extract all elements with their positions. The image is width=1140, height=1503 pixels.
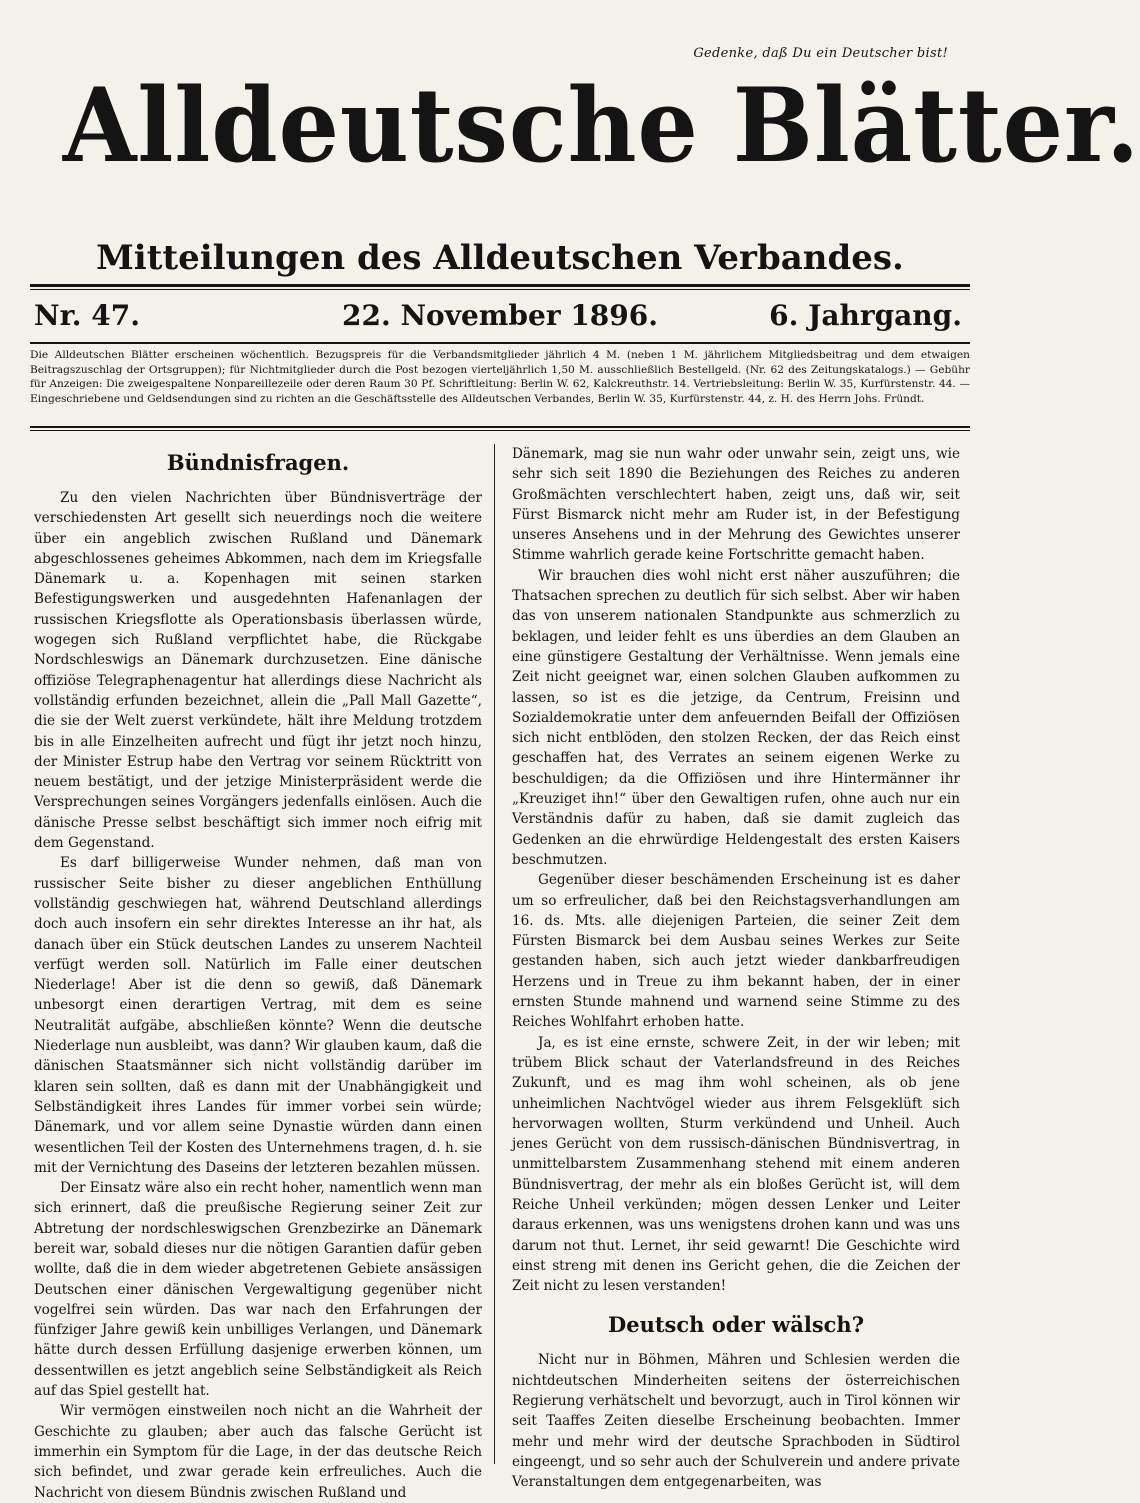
divider bbox=[30, 289, 970, 290]
divider bbox=[30, 430, 970, 431]
article-paragraph: Gegenüber dieser beschämenden Erscheinung ist es daher um so erfreulicher, daß bei den Reichstagsverhandlungen am 16. ds. Mts. alle diejenigen Parteien, die seiner Zeit dem Fürsten Bismarck bei dem Ausbau seines Werkes zur Seite gestanden haben, sich auch jetzt wieder dankbarfreudigen Herzens und in Treue zu ihm bekannt haben, der in einer ernsten Stunde mahnend und warnend seine Stimme zu des Reiches Wohlfahrt erhoben hatte. bbox=[512, 872, 960, 1031]
divider bbox=[30, 342, 970, 344]
column-divider bbox=[494, 444, 495, 1464]
article-paragraph: Wir vermögen einstweilen noch nicht an die Wahrheit der Geschichte zu glauben; aber auch das falsche Gerücht ist immerhin ein Symptom für die Lage, in der das deutsche Reich sich befindet, und zwar gerade kein erfreuliches. Auch die Nachricht von diesem Bündnis zwischen Rußland und bbox=[34, 1403, 482, 1501]
masthead-title: Alldeutsche Blätter. bbox=[62, 66, 1140, 186]
article-title: Deutsch oder wälsch? bbox=[608, 1312, 864, 1338]
issue-date: 22. November 1896. bbox=[341, 299, 658, 332]
notice-text: Die Alldeutschen Blätter erscheinen wöchentlich. Bezugspreis für die Verbandsmitglieder jährlich 4 M. (neben 1 M. jährlichem Mitgliedsbeitrag und dem etwaigen Beitragszuschlag der Ortsgruppen); für Nichtmitglieder durch die Post bezogen vierteljährlich 1,50 M. ausschließlich Bestellgeld. (Nr. 62 des Zeitungskatalogs.) — Gebühr für Anzeigen: Die zweigespaltene Nonpareillezeile oder deren Raum 30 Pf. Schriftleitung: Berlin W. 62, Kalckreuthstr. 14. Vertriebsleitung: Berlin W. 35, Kurfürstenstr. 44. — Eingeschriebene und Geldsendungen sind zu richten an die Geschäftsstelle des Alldeutschen Verbandes, Berlin W. 35, Kurfürstenstr. 44, z. H. des Herrn Johs. Fründt. bbox=[30, 349, 970, 405]
masthead-subtitle: Mitteilungen des Alldeutschen Verbandes. bbox=[96, 238, 904, 278]
article-paragraph: Zu den vielen Nachrichten über Bündnisverträge der verschiedensten Art gesellt sich neuerdings noch die weitere über ein angeblich zwischen Rußland und Dänemark abgeschlossenes geheimes Abkommen, nach dem im Kriegsfalle Dänemark u. a. Kopenhagen mit seinen starken Befestigungswerken und ausgedehnten Hafenanlagen der russischen Kriegsflotte als Operationsbasis überlassen würde, wogegen sich Rußland verpflichtet habe, die Rückgabe Nordschleswigs an Dänemark durchzusetzen. Eine dänische offiziöse Telegraphenagentur hat allerdings diese Nachricht als vollständig erfunden bezeichnet, allein die „Pall Mall Gazette“, die sie der Welt zuerst verkündete, hält ihre Meldung trotzdem bis in alle Einzelheiten aufrecht und fügt ihr jetzt noch hinzu, der Minister Estrup habe den Vertrag vor seinem Rücktritt von neuem bestätigt, und der jetzige Ministerpräsident werde die Versprechungen seines Vorgängers jedenfalls einlösen. Auch die dänische Presse selbst beschäftigt sich immer noch eifrig mit dem Gegenstand. bbox=[34, 490, 482, 852]
issue-line bbox=[30, 294, 970, 338]
issue-number: Nr. 47. bbox=[34, 299, 140, 332]
article-title: Bündnisfragen. bbox=[166, 450, 350, 475]
article-paragraph: Nicht nur in Böhmen, Mähren und Schlesien werden die nichtdeutschen Minderheiten seitens der österreichischen Regierung verhätschelt und bevorzugt, auch in Tirol können wir seit Taaffes Zeiten dieselbe Erscheinung beobachten. Immer mehr und mehr wird der deutsche Sprachboden in Südtirol eingeengt, und so sehr auch der Schulverein und andere private Veranstaltungen dem entgegenarbeiten, was bbox=[512, 1352, 960, 1491]
subscription-notice bbox=[30, 348, 970, 406]
divider bbox=[30, 426, 970, 428]
divider bbox=[30, 284, 970, 287]
motto: Gedenke, daß Du ein Deutscher bist! bbox=[693, 46, 948, 61]
column-right bbox=[512, 444, 960, 1493]
column-left bbox=[34, 444, 482, 1503]
article-paragraph: Wir brauchen dies wohl nicht erst näher auszuführen; die Thatsachen sprechen zu deutlich für sich selbst. Aber wir haben das von unserem nationalen Standpunkte aus schmerzlich zu beklagen, und leider fehlt es uns überdies an dem Glauben an eine günstigere Gestaltung der Verhältnisse. Wenn jemals eine Zeit nicht geeignet war, einen solchen Glauben aufkommen zu lassen, so ist es die jetzige, da Centrum, Freisinn und Sozialdemokratie unter dem anfeuernden Beifall der Offiziösen sich nicht entblöden, den stolzen Recken, der das Reich einst geschaffen hat, des Verrates an seinem eigenen Werke zu beschuldigen; da die Offiziösen und ihre Hintermänner ihr „Kreuziget ihn!“ über den Gewaltigen rufen, ohne auch nur ein Verständnis dafür zu haben, daß sie damit zugleich das Gedenken an die ehrwürdige Heldengestalt des ersten Kaisers beschmutzen. bbox=[512, 567, 960, 868]
article-paragraph: Es darf billigerweise Wunder nehmen, daß man von russischer Seite bisher zu dieser angeblichen Enthüllung vollständig geschwiegen hat, während Deutschland allerdings doch auch insofern ein sehr direktes Interesse an ihr hat, als danach über ein Stück deutschen Landes zu unserem Nachteil verfügt werden soll. Natürlich im Falle einer deutschen Niederlage! Aber ist die denn so gewiß, daß Dänemark unbesorgt einen derartigen Vertrag, mit dem es seine Neutralität aufgäbe, abschließen könnte? Wenn die deutsche Niederlage nun ausbleibt, was dann? Wir glauben kaum, daß die dänischen Staatsmänner sich nicht vollständig darüber im klaren sein sollten, daß es dann mit der Unabhängigkeit und Selbständigkeit ihres Landes für immer vorbei sein würde; Dänemark, und vor allem seine Dynastie würden dann einen wesentlichen Teil der Kosten des Unternehmens tragen, d. h. sie mit der Vernichtung des Daseins der letzteren bezahlen müssen. bbox=[34, 855, 482, 1176]
article-paragraph: Der Einsatz wäre also ein recht hoher, namentlich wenn man sich erinnert, daß die preußische Regierung seiner Zeit zur Abtretung der nordschleswigschen Grenzbezirke an Dänemark bereit war, sobald dieses nur die nötigen Garantien dafür geben wollte, daß die in dem wieder abgetretenen Gebiete ansässigen Deutschen einer dänischen Vergewaltigung gegenüber nicht vogelfrei sein würden. Das war nach den Erfahrungen der fünfziger Jahre gewiß kein unbilliges Verlangen, und Dänemark hätte durch dessen Erfüllung dasjenige erwerben können, um dessentwillen es jetzt angeblich seine Selbständigkeit als Reich auf das Spiel gestellt hat. bbox=[34, 1180, 482, 1400]
article-paragraph: Dänemark, mag sie nun wahr oder unwahr sein, zeigt uns, wie sehr sich seit 1890 die Beziehungen des Reiches zu anderen Großmächten verschlechtert haben, zeigt uns, daß wir, seit Fürst Bismarck nicht mehr am Ruder ist, in der Befestigung unseres Ansehens und in der Mehrung des Gewichtes unserer Stimme wahrlich gerade keine Fortschritte gemacht haben. bbox=[512, 446, 960, 564]
issue-volume: 6. Jahrgang. bbox=[769, 299, 962, 332]
article-paragraph: Ja, es ist eine ernste, schwere Zeit, in der wir leben; mit trübem Blick schaut der Vaterlandsfreund in des Reiches Zukunft, und es mag ihm wohl scheinen, als ob jene unheimlichen Nachtvögel wieder aus ihrem Felsgeklüft sich hervorwagen wollten, Sturm verkündend und Unheil. Auch jenes Gerücht von dem russisch-dänischen Bündnisvertrag, in unmittelbarstem Zusammenhang stehend mit einem anderen Bündnisvertrag, der mehr als ein bloßes Gerücht ist, will dem Reiche Unheil verkünden; mögen dessen Lenker und Leiter daraus erkennen, was uns wenigstens drohen kann und was uns darum not thut. Lernet, ihr seid gewarnt! Die Geschichte wird einst streng mit denen ins Gericht gehen, die die Zeichen der Zeit nicht zu lesen verstanden! bbox=[512, 1034, 960, 1295]
